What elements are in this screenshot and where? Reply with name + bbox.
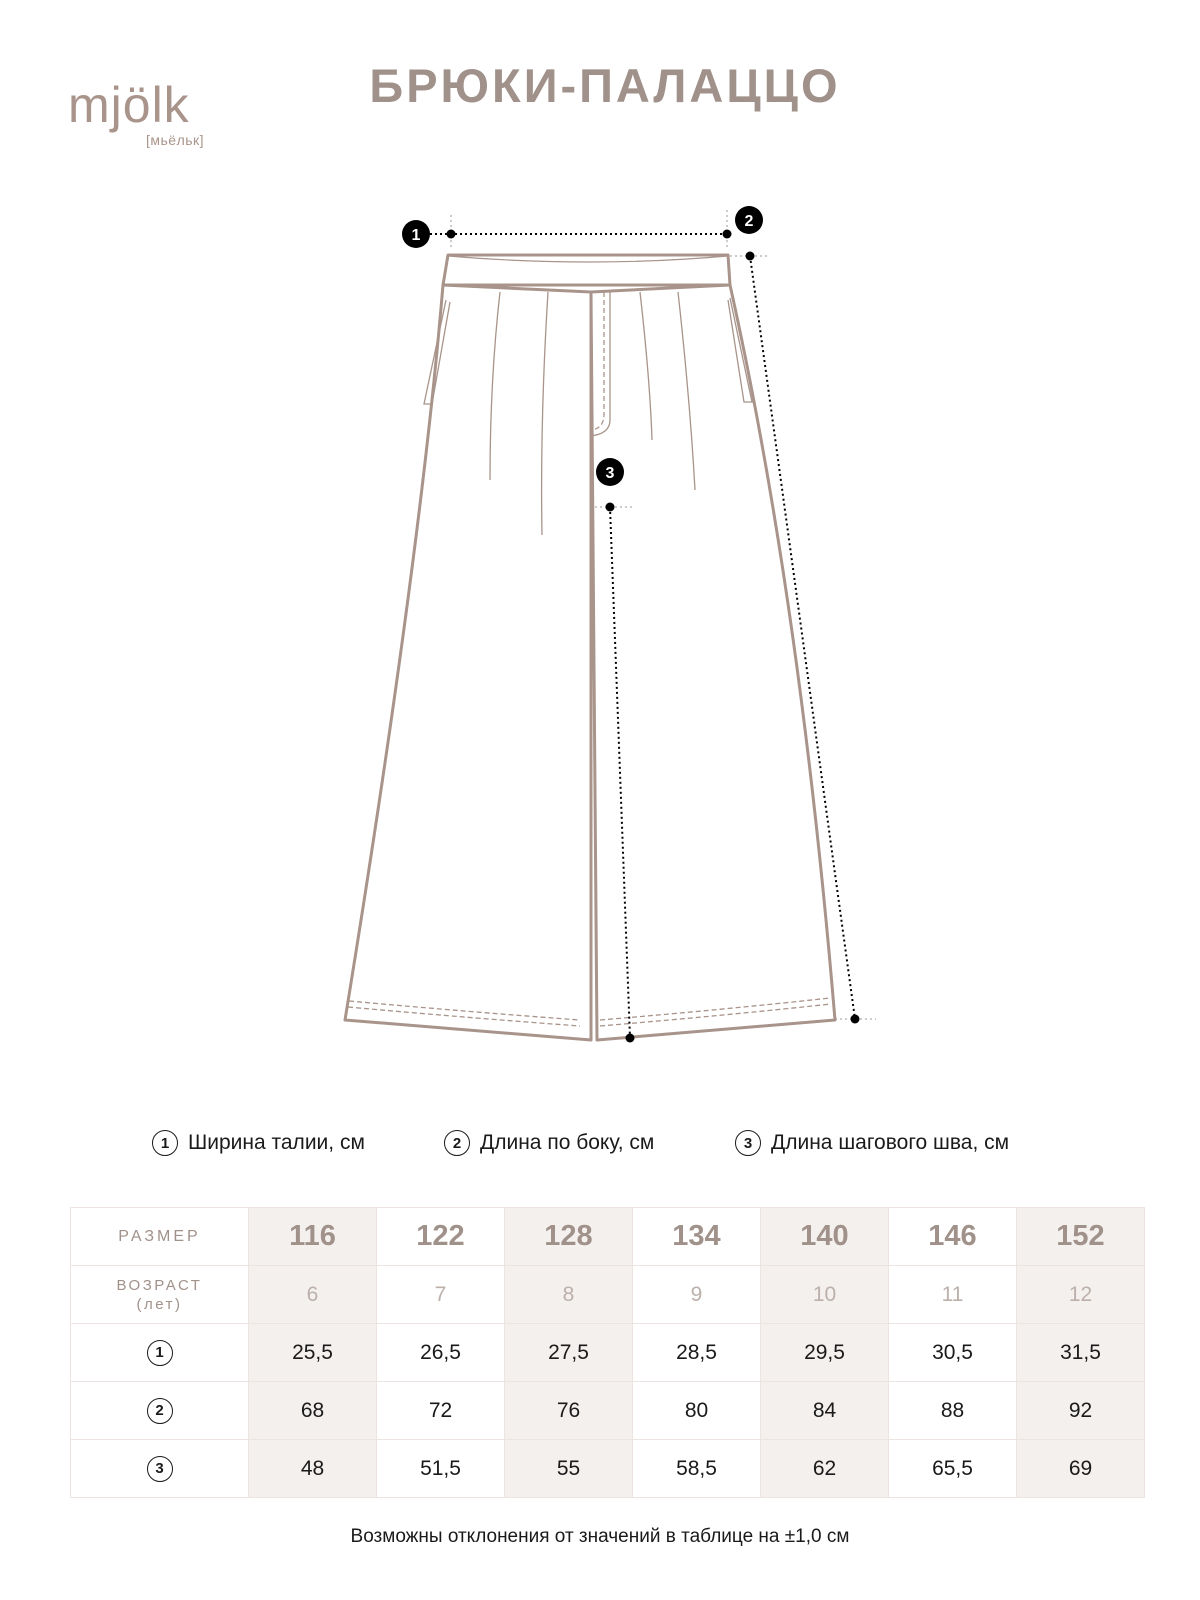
marker-3-label: 3 bbox=[605, 465, 615, 482]
age-value: 7 bbox=[434, 1282, 447, 1306]
measure-row-waist bbox=[71, 1324, 1145, 1382]
data-value: 25,5 bbox=[292, 1340, 333, 1364]
data-value: 68 bbox=[300, 1398, 325, 1422]
data-cell bbox=[505, 1440, 633, 1498]
legend-item-side-length bbox=[444, 1130, 654, 1156]
age-value: 8 bbox=[562, 1282, 575, 1306]
age-cell bbox=[1017, 1266, 1145, 1324]
page-title: БРЮКИ-ПАЛАЦЦО bbox=[369, 59, 841, 112]
brand-name: mjölk bbox=[68, 77, 190, 133]
data-cell bbox=[249, 1324, 377, 1382]
data-cell bbox=[505, 1324, 633, 1382]
palazzo-pants-drawing bbox=[330, 200, 910, 1080]
age-label: ВОЗРАСТ bbox=[116, 1276, 203, 1294]
data-cell bbox=[377, 1440, 505, 1498]
data-value: 26,5 bbox=[420, 1340, 461, 1364]
legend-label: Длина шагового шва, см bbox=[771, 1131, 1010, 1154]
size-table bbox=[70, 1207, 1145, 1498]
age-value: 10 bbox=[812, 1282, 837, 1306]
legend-label: Ширина талии, см bbox=[188, 1131, 365, 1154]
data-value: 80 bbox=[684, 1398, 709, 1422]
age-header bbox=[71, 1266, 249, 1324]
data-cell bbox=[1017, 1324, 1145, 1382]
data-cell bbox=[633, 1440, 761, 1498]
data-cell bbox=[249, 1382, 377, 1440]
legend-item-waist bbox=[152, 1130, 365, 1156]
age-value: 6 bbox=[306, 1282, 319, 1306]
measurement-legend bbox=[0, 1130, 1200, 1166]
data-value: 55 bbox=[556, 1456, 581, 1480]
size-value: 128 bbox=[544, 1220, 593, 1252]
legend-badge: 1 bbox=[152, 1130, 178, 1156]
size-row bbox=[71, 1208, 1145, 1266]
size-value: 122 bbox=[416, 1220, 465, 1252]
data-value: 65,5 bbox=[932, 1456, 973, 1480]
row-header bbox=[71, 1382, 249, 1440]
row-badge: 2 bbox=[147, 1398, 173, 1424]
data-value: 69 bbox=[1068, 1456, 1093, 1480]
data-value: 30,5 bbox=[932, 1340, 973, 1364]
legend-badge: 2 bbox=[444, 1130, 470, 1156]
size-cell bbox=[377, 1208, 505, 1266]
tolerance-footnote: Возможны отклонения от значений в таблице на ±1,0 см bbox=[350, 1526, 850, 1547]
data-value: 28,5 bbox=[676, 1340, 717, 1364]
row-badge: 1 bbox=[147, 1340, 173, 1366]
data-cell bbox=[377, 1382, 505, 1440]
data-cell bbox=[505, 1382, 633, 1440]
age-cell bbox=[505, 1266, 633, 1324]
data-cell bbox=[761, 1440, 889, 1498]
age-unit: (лет) bbox=[136, 1295, 183, 1313]
data-value: 58,5 bbox=[676, 1456, 717, 1480]
row-header bbox=[71, 1324, 249, 1382]
data-value: 88 bbox=[940, 1398, 965, 1422]
data-cell bbox=[1017, 1440, 1145, 1498]
data-value: 62 bbox=[812, 1456, 837, 1480]
measure-row-inseam bbox=[71, 1440, 1145, 1498]
data-cell bbox=[761, 1382, 889, 1440]
data-value: 76 bbox=[556, 1398, 581, 1422]
right-leg bbox=[591, 285, 835, 1040]
size-cell bbox=[249, 1208, 377, 1266]
age-row bbox=[71, 1266, 1145, 1324]
size-cell bbox=[761, 1208, 889, 1266]
left-leg bbox=[345, 285, 591, 1040]
data-value: 51,5 bbox=[420, 1456, 461, 1480]
legend-item-inseam bbox=[735, 1130, 1009, 1156]
data-cell bbox=[633, 1324, 761, 1382]
data-cell bbox=[1017, 1382, 1145, 1440]
data-cell bbox=[377, 1324, 505, 1382]
data-value: 27,5 bbox=[548, 1340, 589, 1364]
size-value: 140 bbox=[800, 1220, 849, 1252]
age-cell bbox=[249, 1266, 377, 1324]
size-value: 152 bbox=[1056, 1220, 1105, 1252]
data-value: 29,5 bbox=[804, 1340, 845, 1364]
size-cell bbox=[505, 1208, 633, 1266]
age-cell bbox=[377, 1266, 505, 1324]
age-cell bbox=[889, 1266, 1017, 1324]
data-cell bbox=[889, 1324, 1017, 1382]
size-value: 134 bbox=[672, 1220, 721, 1252]
size-value: 116 bbox=[289, 1220, 336, 1252]
size-cell bbox=[633, 1208, 761, 1266]
data-cell bbox=[889, 1382, 1017, 1440]
data-value: 31,5 bbox=[1060, 1340, 1101, 1364]
measure-waist bbox=[402, 210, 732, 250]
marker-1-label: 1 bbox=[411, 227, 421, 244]
legend-badge: 3 bbox=[735, 1130, 761, 1156]
data-cell bbox=[761, 1324, 889, 1382]
age-value: 12 bbox=[1068, 1282, 1093, 1306]
age-value: 11 bbox=[941, 1282, 964, 1306]
data-cell bbox=[633, 1382, 761, 1440]
size-header bbox=[71, 1208, 249, 1266]
size-label: РАЗМЕР bbox=[118, 1227, 201, 1245]
data-value: 72 bbox=[428, 1398, 453, 1422]
age-value: 9 bbox=[690, 1282, 703, 1306]
size-value: 146 bbox=[928, 1220, 977, 1252]
size-cell bbox=[889, 1208, 1017, 1266]
row-badge: 3 bbox=[147, 1456, 173, 1482]
data-cell bbox=[889, 1440, 1017, 1498]
size-cell bbox=[1017, 1208, 1145, 1266]
legend-label: Длина по боку, см bbox=[480, 1131, 655, 1154]
measure-row-side-length bbox=[71, 1382, 1145, 1440]
data-value: 48 bbox=[300, 1456, 325, 1480]
age-cell bbox=[761, 1266, 889, 1324]
data-value: 84 bbox=[812, 1398, 837, 1422]
row-header bbox=[71, 1440, 249, 1498]
data-value: 92 bbox=[1068, 1398, 1093, 1422]
brand-transliteration: [мьёльк] bbox=[146, 132, 205, 148]
data-cell bbox=[249, 1440, 377, 1498]
age-cell bbox=[633, 1266, 761, 1324]
marker-2-label: 2 bbox=[744, 213, 754, 230]
